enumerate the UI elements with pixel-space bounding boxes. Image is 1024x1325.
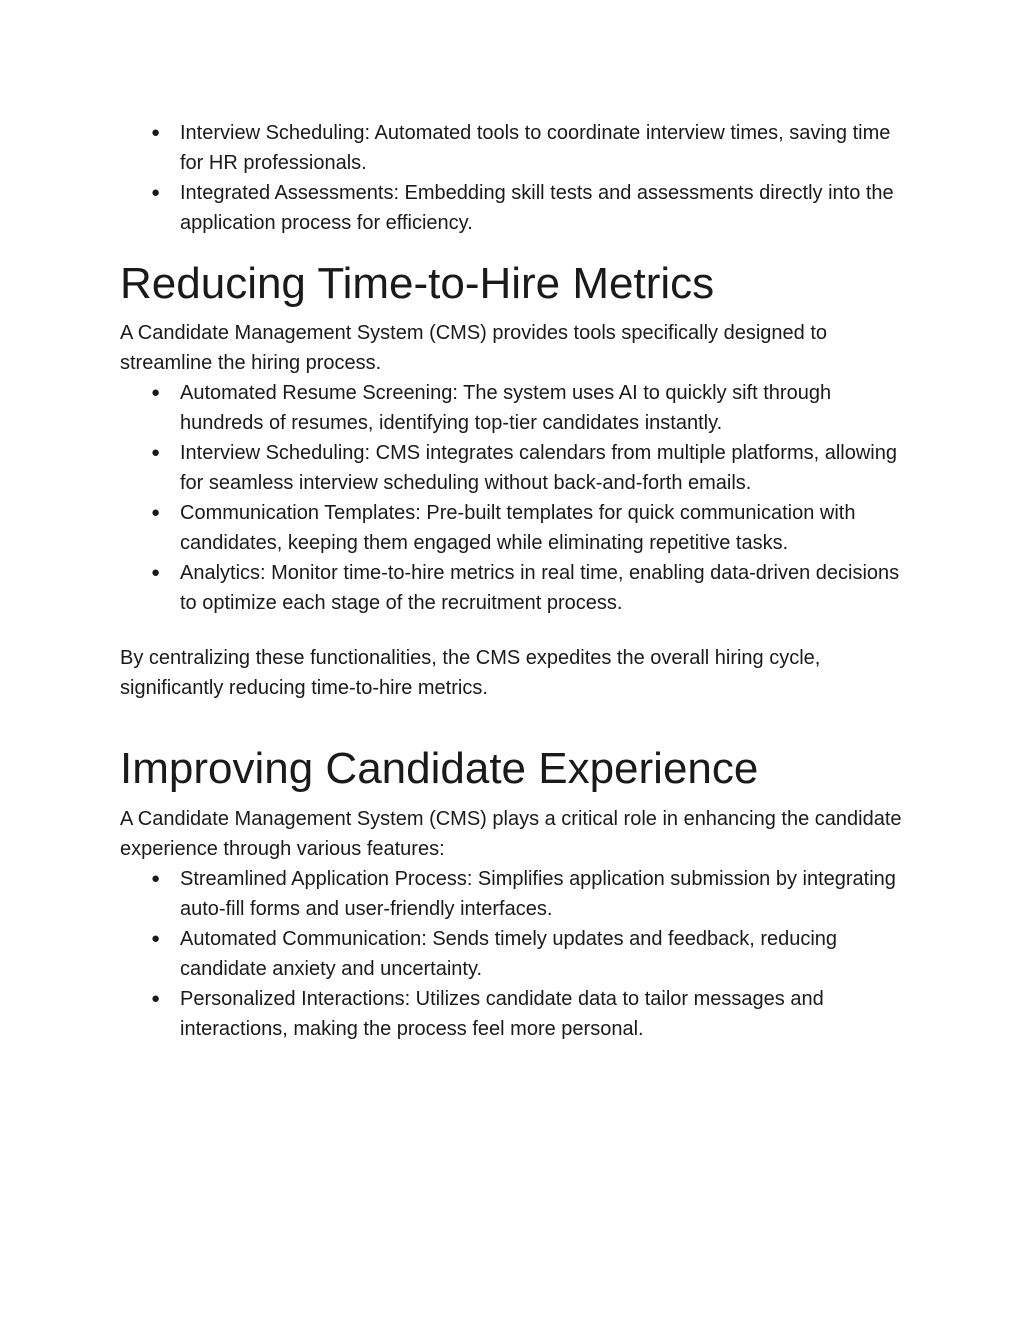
bullet-icon: ● <box>151 870 161 887</box>
section-summary: By centralizing these functionalities, the CMS expedites the overall hiring cycle, significantly reducing time-to-hire metrics. <box>120 647 821 699</box>
section-intro: A Candidate Management System (CMS) plays a critical role in enhancing the candidate experience through various features: <box>120 808 902 860</box>
candidate-experience-bullet-list <box>120 864 910 1044</box>
bullet-icon: ● <box>151 990 161 1007</box>
list-item: ● Integrated Assessments: Embedding skill tests and assessments directly into the application process for efficiency. <box>180 178 910 238</box>
document-page <box>120 118 910 1044</box>
section-heading-candidate-experience: Improving Candidate Experience <box>120 744 759 793</box>
bullet-icon: ● <box>151 564 161 581</box>
bullet-icon: ● <box>151 444 161 461</box>
list-item: ● Streamlined Application Process: Simplifies application submission by integrating auto-fill forms and user-friendly interfaces. <box>180 864 910 924</box>
list-item: ● Automated Communication: Sends timely updates and feedback, reducing candidate anxiety and uncertainty. <box>180 924 910 984</box>
top-bullet-list <box>120 118 910 238</box>
time-to-hire-bullet-list <box>120 378 910 618</box>
bullet-icon: ● <box>151 930 161 947</box>
section-heading-time-to-hire: Reducing Time-to-Hire Metrics <box>120 259 715 308</box>
list-item: ● Analytics: Monitor time-to-hire metrics in real time, enabling data-driven decisions to optimize each stage of the recruitment process. <box>180 558 910 618</box>
bullet-icon: ● <box>151 124 161 141</box>
bullet-icon: ● <box>151 184 161 201</box>
list-item: ● Automated Resume Screening: The system uses AI to quickly sift through hundreds of resumes, identifying top-tier candidates instantly. <box>180 378 910 438</box>
section-intro: A Candidate Management System (CMS) provides tools specifically designed to streamline the hiring process. <box>120 322 828 374</box>
list-item: ● Interview Scheduling: Automated tools to coordinate interview times, saving time for HR professionals. <box>180 118 910 178</box>
bullet-icon: ● <box>151 384 161 401</box>
list-item: ● Communication Templates: Pre-built templates for quick communication with candidates, keeping them engaged while eliminating repetitive tasks. <box>180 498 910 558</box>
list-item: ● Personalized Interactions: Utilizes candidate data to tailor messages and interactions, making the process feel more personal. <box>180 984 910 1044</box>
bullet-icon: ● <box>151 504 161 521</box>
list-item: ● Interview Scheduling: CMS integrates calendars from multiple platforms, allowing for seamless interview scheduling without back-and-forth emails. <box>180 438 910 498</box>
